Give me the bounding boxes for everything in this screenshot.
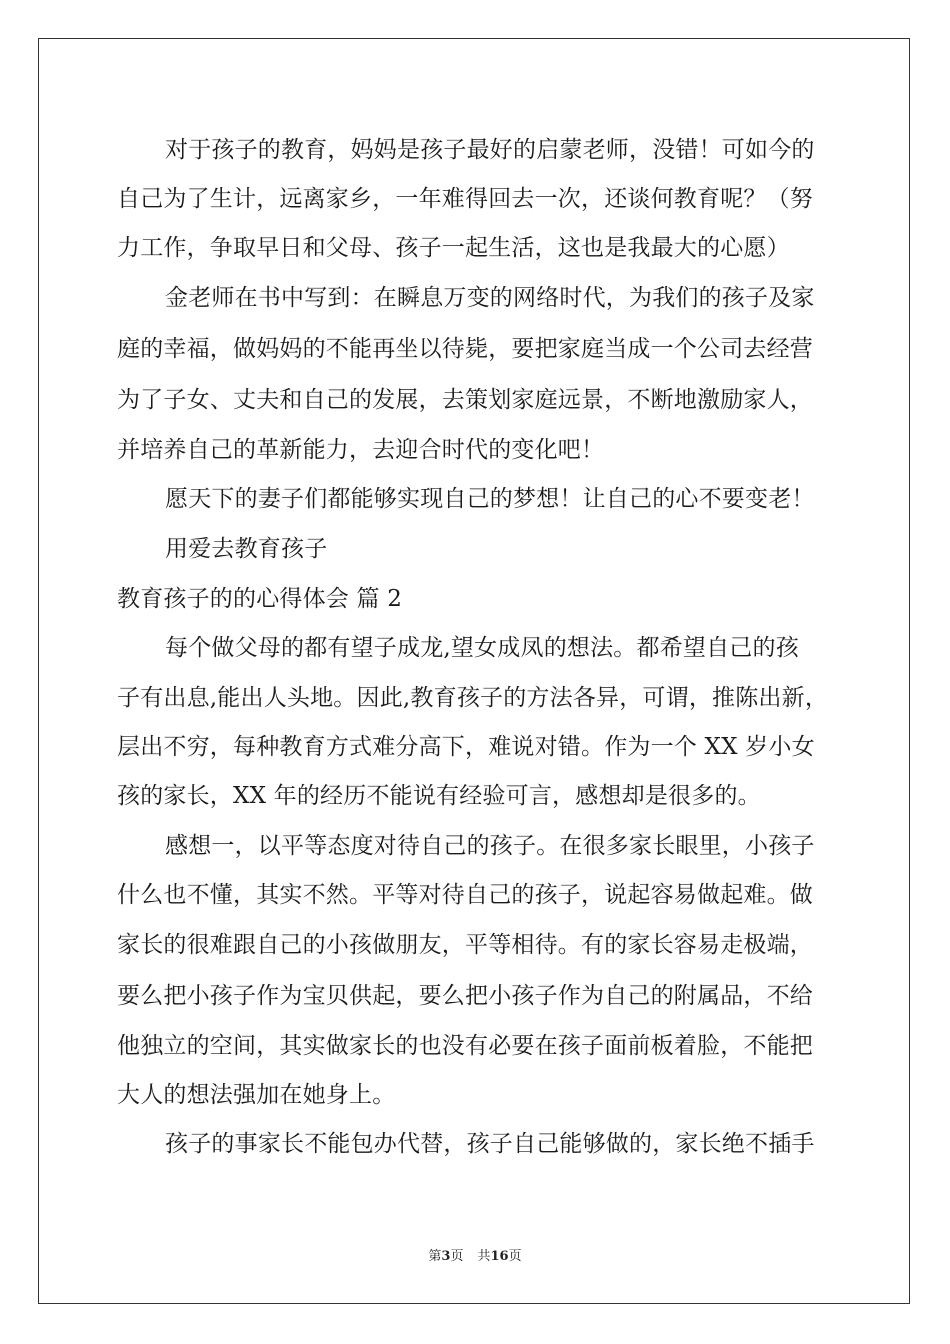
paragraph-line: 他独立的空间，其实做家长的也没有必要在孩子面前板着脸，不能把 <box>117 1033 813 1059</box>
paragraph-line: 自己为了生计，远离家乡，一年难得回去一次，还谈何教育呢？（努 <box>117 186 813 212</box>
footer-page-prefix: 第 <box>428 1249 442 1264</box>
paragraph-line: 层出不穷，每种教育方式难分高下，难说对错。作为一个 XX 岁小女 <box>117 734 815 760</box>
page-footer <box>0 1249 950 1265</box>
footer-page-total: 16 <box>490 1249 509 1264</box>
paragraph-line: 孩的家长，XX 年的经历不能说有经验可言，感想却是很多的。 <box>117 783 761 809</box>
paragraph-line: 每个做父母的都有望子成龙,望女成凤的想法。都希望自己的孩 <box>165 635 799 661</box>
paragraph-line: 力工作，争取早日和父母、孩子一起生活，这也是我最大的心愿） <box>117 235 790 261</box>
page-border <box>38 38 910 1304</box>
paragraph-line: 大人的想法强加在她身上。 <box>117 1082 396 1108</box>
footer-total-suffix: 页 <box>508 1249 522 1264</box>
section-heading: 教育孩子的的心得体会 篇 2 <box>117 586 403 612</box>
paragraph-line: 并培养自己的革新能力，去迎合时代的变化吧！ <box>117 437 605 463</box>
footer-page-suffix: 页 <box>450 1249 464 1264</box>
paragraph-line: 家长的很难跟自己的小孩做朋友，平等相待。有的家长容易走极端， <box>117 932 813 958</box>
footer-total-prefix: 共 <box>477 1249 491 1264</box>
paragraph-line: 金老师在书中写到：在瞬息万变的网络时代，为我们的孩子及家 <box>165 285 815 311</box>
paragraph-line: 要么把小孩子作为宝贝供起，要么把小孩子作为自己的附属品，不给 <box>117 983 813 1009</box>
paragraph-line: 用爱去教育孩子 <box>165 536 328 562</box>
paragraph-line: 愿天下的妻子们都能够实现自己的梦想！让自己的心不要变老！ <box>165 486 815 512</box>
paragraph-line: 对于孩子的教育，妈妈是孩子最好的启蒙老师，没错！可如今的 <box>165 137 815 163</box>
paragraph-line: 孩子的事家长不能包办代替，孩子自己能够做的，家长绝不插手 <box>165 1131 815 1157</box>
paragraph-line: 为了子女、丈夫和自己的发展，去策划家庭远景，不断地激励家人， <box>117 387 813 413</box>
paragraph-line: 庭的幸福，做妈妈的不能再坐以待毙，要把家庭当成一个公司去经营 <box>117 336 813 362</box>
paragraph-line: 什么也不懂，其实不然。平等对待自己的孩子，说起容易做起难。做 <box>117 882 813 908</box>
paragraph-line: 子有出息,能出人头地。因此,教育孩子的方法各异，可谓，推陈出新， <box>117 685 829 711</box>
paragraph-line: 感想一，以平等态度对待自己的孩子。在很多家长眼里，小孩子 <box>165 833 815 859</box>
footer-page-current: 3 <box>441 1249 451 1264</box>
